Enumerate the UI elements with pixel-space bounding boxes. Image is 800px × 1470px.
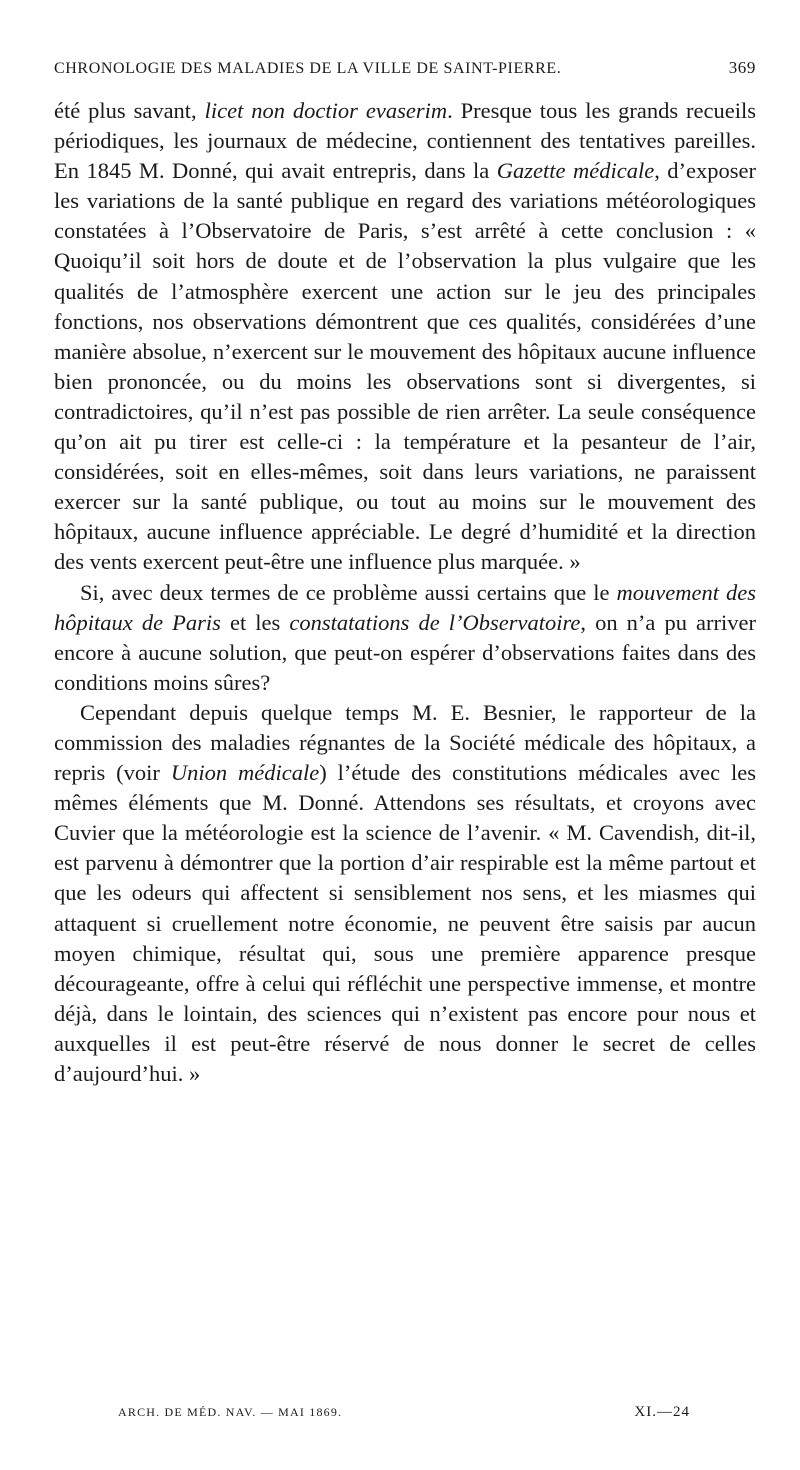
text-run: , d’exposer les variations de la santé publique en regard des variations météorologiques constatées à l’Observatoire de Paris, s’est arrêté à cette conclusion : « Quoiqu’il soit hors de doute et de l’observation la plus vulgaire que les qualités de l’atmosphère exercent une action sur le jeu des principales fonctions, nos observations démontrent que ces qualités, considérées d’une manière absolue, n’exercent sur le mouvement des hôpitaux aucune influence bien prononcée, ou du moins les observations sont si divergentes, si contradictoires, qu’il n’est pas possible de rien arrêter. La seule conséquence qu’on ait pu tirer est celle-ci : la température et la pesanteur de l’air, considérées, soit en elles-mêmes, soit dans leurs variations, ne paraissent exercer sur la santé publique, ou tout au moins sur le mouvement des hôpitaux, aucune influence appréciable. Le degré d’humidité et la direction des vents exercent peut-être une influence plus marquée. » bbox=[54, 158, 756, 575]
running-head-title: CHRONOLOGIE DES MALADIES DE LA VILLE DE SAINT-PIERRE. bbox=[54, 60, 562, 77]
text-run: été plus savant, bbox=[54, 98, 205, 123]
italic-text: constatations de l’Observatoire bbox=[289, 609, 581, 635]
body-text bbox=[54, 96, 756, 1089]
text-run: ) l’étude des constitutions médicales avec les mêmes éléments que M. Donné. Attendons ses résultats, et croyons avec Cuvier que la météorologie est la science de l’avenir. « M. Cavendish, dit-il, est parvenu à démontrer que la portion d’air respirable est la même partout et que les odeurs qui affectent si sensiblement nos sens, et les miasmes qui attaquent si cruellement notre économie, ne peuvent être saisis par aucun moyen chimique, résultat qui, sous une première apparence presque décourageante, offre à celui qui réfléchit une perspective immense, et montre déjà, dans le lointain, des sciences qui n’existent pas encore pour nous et auxquelles il est peut-être réservé de nous donner le secret de celles d’aujourd’hui. » bbox=[54, 760, 756, 1086]
page-footer bbox=[118, 1404, 690, 1421]
italic-text: licet non doctior evaserim bbox=[204, 98, 448, 123]
page-number: 369 bbox=[728, 58, 756, 77]
text-run: Si, avec deux termes de ce problème aussi certains que le bbox=[80, 579, 617, 605]
text-run: , on n’a pu arriver encore à aucune solution, que peut-on espérer d’observations faites dans des conditions moins sûres? bbox=[54, 609, 756, 695]
italic-text: mouvement des hôpitaux de Paris bbox=[54, 579, 756, 635]
journal-citation: ARCH. DE MÉD. NAV. — MAI 1869. bbox=[118, 1405, 343, 1419]
running-head bbox=[54, 58, 756, 88]
signature-mark: XI.—24 bbox=[634, 1404, 690, 1420]
text-run: et les bbox=[220, 609, 290, 635]
paragraph bbox=[54, 578, 756, 698]
italic-text: Gazette médicale bbox=[496, 158, 655, 184]
paragraph bbox=[54, 96, 756, 578]
text-run: . Presque tous les grands recueils périodiques, les journaux de médecine, contiennent des tentatives pareilles. En 1845 M. Donné, qui avait entrepris, dans la bbox=[54, 98, 756, 184]
text-run: Cependant depuis quelque temps M. E. Besnier, le rapporteur de la commission des maladies régnantes de la Société médicale des hôpitaux, a repris (voir bbox=[54, 699, 756, 786]
italic-text: Union médicale bbox=[170, 760, 320, 786]
paragraph bbox=[54, 698, 756, 1089]
